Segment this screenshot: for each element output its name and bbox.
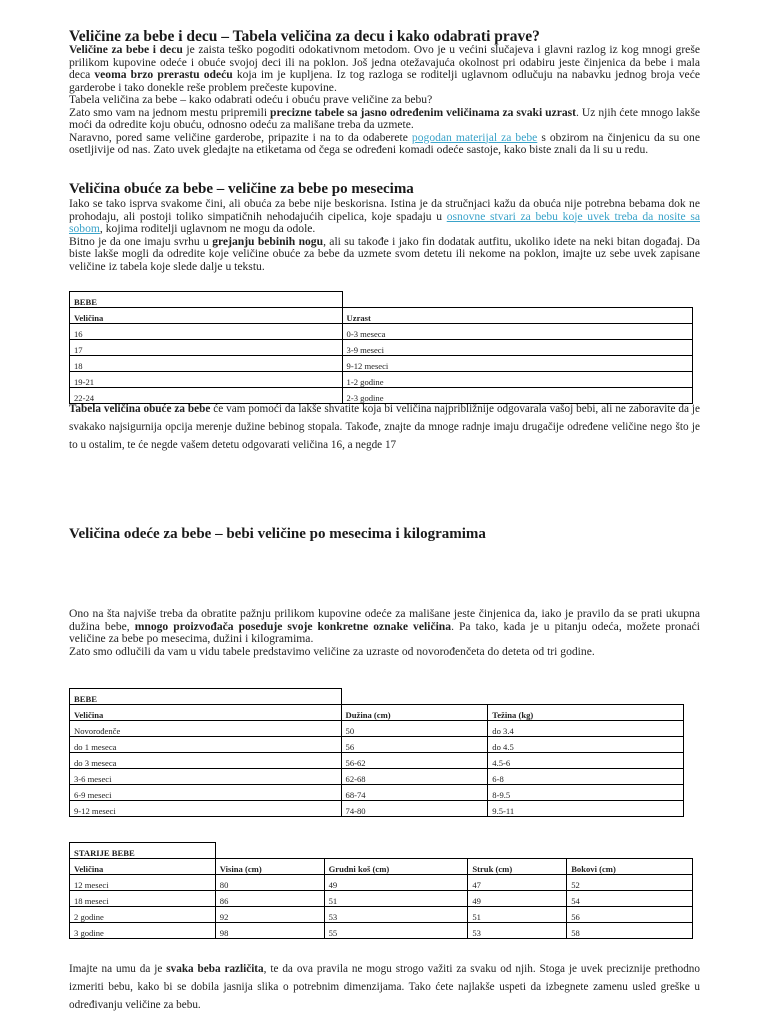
text: , ali su takođe i jako fin dodatak autfitu, ukoliko idete na neki bitan događaj. Da biste lakše mogli da odredite koje veličine obuće za bebe da uzmete svom detetu ili nekome na poklon, imajte uz sebe uvek zapisane veličine iz tabela koje slede dalje u tekstu. [69,234,701,273]
header-cell: Veličina [70,705,342,721]
table-row [70,801,684,817]
cell: 18 meseci [70,891,216,907]
intro-block [69,44,700,157]
text: , te da ova pravila ne mogu strogo važiti za svaku od njih. Stoga je uvek preciznije prethodno izmeriti bebu, kako bi se dobila jasnija slika o potrebnim dimenzijama. Tako ćete najlakše uspeti da izbegnete zamenu usled greške u određivanju veličine za bebu. [69,963,700,1011]
cell: 92 [215,907,324,923]
text: , kojima roditelji uglavnom ne mogu da odole. [99,222,316,235]
cell: Novorođenče [70,721,342,737]
intro-paragraph [69,44,700,94]
table-header-row [70,705,684,721]
bold-text: precizne tabele sa jasno određenim veličinama za svaki uzrast [270,105,577,119]
empty-cell [567,843,693,859]
empty-cell [488,689,684,705]
header-cell: Veličina [70,308,343,324]
clothes-paragraph-2: Zato smo odlučili da vam u vidu tabele predstavimo veličine za uzraste od novorođenčeta do deteta od tri godine. [69,644,595,658]
table-caption: BEBE [70,689,342,705]
cell: 3-6 meseci [70,769,342,785]
cell: 16 [70,324,343,340]
table-row [70,785,684,801]
cell: 74-80 [341,801,488,817]
cell: 62-68 [341,769,488,785]
closing-paragraph [69,960,700,1014]
cell: 98 [215,923,324,939]
cell: 22-24 [70,388,343,404]
cell: 4.5-6 [488,753,684,769]
table-header-row [70,859,693,875]
empty-cell [215,843,324,859]
text: je zaista teško pogoditi odokativnom metodom. Ovo je u većini slučajeva i glavni razlog iz kog mnogi greše prilikom kupovine odeće i obuće svojoj deci ili na poklon. Još jedna otežavajuća okolnost pri odabiru jeste činjenica da bebe i mala deca [69,43,700,81]
header-cell: Težina (kg) [488,705,684,721]
cell: 53 [324,907,468,923]
cell: 55 [324,923,468,939]
table-row [70,324,693,340]
cell: 53 [468,923,567,939]
material-paragraph [69,132,700,157]
bold-text: svaka beba različita [166,963,264,975]
cell: 9-12 meseci [342,356,692,372]
table-row [70,340,693,356]
shoe-size-heading: Veličina obuće za bebe – veličine za bebe po mesecima [69,181,414,197]
cell: 86 [215,891,324,907]
header-cell: Uzrast [342,308,692,324]
table-row [70,907,693,923]
text: Iako se tako isprva svakome čini, ali obuća za bebe nije beskorisna. Istina je da stručnjaci kažu da obuća nije potrebna bebama dok ne prohodaju, ali postoji toliko simpatičnih nehodajućih cipelica, koje spadaju u [69,197,700,223]
table-row [70,923,693,939]
table-caption: BEBE [70,292,343,308]
cell: do 3 meseca [70,753,342,769]
note-paragraph [69,400,700,454]
table-row [70,753,684,769]
basics-link[interactable]: osnovne stvari za bebu koje uvek treba da nosite sa sobom [69,209,700,235]
cell: 0-3 meseca [342,324,692,340]
cell: 58 [567,923,693,939]
header-cell: Struk (cm) [468,859,567,875]
empty-cell [468,843,567,859]
table-row [70,737,684,753]
cell: 54 [567,891,693,907]
shoe-size-table [69,291,693,404]
cell: 9.5-11 [488,801,684,817]
cell: 3 godine [70,923,216,939]
table-row [70,891,693,907]
empty-cell [324,843,468,859]
clothes-intro-block [69,608,700,658]
empty-cell [342,292,692,308]
cell: 2 godine [70,907,216,923]
older-babies-table [69,842,693,939]
table-row [70,769,684,785]
cell: 6-8 [488,769,684,785]
table-caption: STARIJE BEBE [70,843,216,859]
text: Zato smo vam na jednom mestu pripremili [69,105,271,119]
cell: 3-9 meseci [342,340,692,356]
header-cell: Dužina (cm) [341,705,488,721]
cell: 6-9 meseci [70,785,342,801]
closing-note [69,960,700,1014]
baby-clothes-table [69,688,684,817]
cell: do 1 meseca [70,737,342,753]
table-row [70,875,693,891]
text: će vam pomoći da lakše shvatite koja bi veličina najpribližnije odgovarala vašoj bebi, ali ne zaboravite da je svakako najsigurnija opcija merenje dužine bebinog stopala. Takođe, znajte da mnoge radnje imaju drugačije određene veličine nego što je to u ostalim, te će negde vašem detetu odgovarati veličina 16, a negde 17 [69,403,700,451]
cell: 50 [341,721,488,737]
cell: 1-2 godine [342,372,692,388]
header-cell: Veličina [70,859,216,875]
shoe-paragraph-2 [69,236,700,274]
cell: 80 [215,875,324,891]
bold-text: mnogo proizvođača poseduje svoje konkretne oznake veličina [134,619,452,633]
text: Ono na šta najviše treba da obratite pažnju prilikom kupovine odeće za mališane jeste činjenica da, iako je pravilo da se prati ukupna dužina bebe, [69,607,700,633]
table-row [70,721,684,737]
bold-text: Tabela veličina obuće za bebe [69,403,211,415]
cell: 47 [468,875,567,891]
table-header-row [70,308,693,324]
cell: do 3.4 [488,721,684,737]
cell: 68-74 [341,785,488,801]
cell: 12 meseci [70,875,216,891]
header-cell: Visina (cm) [215,859,324,875]
tables-paragraph [69,107,700,132]
bold-text: veoma brzo prerastu odeću [94,68,233,81]
cell: 51 [324,891,468,907]
cell: 9-12 meseci [70,801,342,817]
header-cell: Bokovi (cm) [567,859,693,875]
clothes-paragraph-1 [69,608,700,646]
text: s obzirom na činjenicu da su one osetljivije od nas. Zato uvek gledajte na etiketama od čega se određeni komadi odeće sastoje, kako biste znali da li su u redu. [69,130,700,156]
empty-cell [341,689,488,705]
bold-text: grejanju bebinih nogu [212,234,324,248]
cell: 56 [567,907,693,923]
cell: 49 [324,875,468,891]
text: Imajte na umu da je [69,963,167,975]
text: . Uz njih ćete mnogo lakše moći da odredite koju obuću, odnosno odeću za mališane treba da uzmete. [69,105,700,131]
shoe-table-note [69,400,700,454]
table-row [70,372,693,388]
cell: do 4.5 [488,737,684,753]
cell: 8-9.5 [488,785,684,801]
text: . Pa tako, kada je u pitanju odeća, možete pronaći veličine za bebe po mesecima, dužini i kilogramima. [69,619,701,645]
text: Naravno, pored same veličine garderobe, pripazite i na to da odaberete [69,130,412,144]
cell: 56-62 [341,753,488,769]
clothes-size-heading: Veličina odeće za bebe – bebi veličine po mesecima i kilogramima [69,526,486,542]
cell: 17 [70,340,343,356]
text: Bitno je da one imaju svrhu u [69,234,213,248]
table-row [70,356,693,372]
subtitle-paragraph: Tabela veličina za bebe – kako odabrati odeću i obuću prave veličine za bebu? [69,93,433,106]
header-cell: Grudni koš (cm) [324,859,468,875]
bold-text: Veličine za bebe i decu [69,43,183,56]
shoe-intro-block [69,198,700,273]
text: koja im je kupljena. Iz tog razloga se roditelji uglavnom odlučuju na nabavku jednog broja veće garderobe i tako donekle reše problem prečeste kupovine. [69,68,700,94]
cell: 19-21 [70,372,343,388]
cell: 2-3 godine [342,388,692,404]
page-title: Veličine za bebe i decu – Tabela veličina za decu i kako odabrati prave? [69,28,540,45]
cell: 18 [70,356,343,372]
cell: 52 [567,875,693,891]
cell: 49 [468,891,567,907]
shoe-paragraph-1 [69,198,700,236]
cell: 56 [341,737,488,753]
material-link[interactable]: pogodan materijal za bebe [411,130,538,144]
cell: 51 [468,907,567,923]
